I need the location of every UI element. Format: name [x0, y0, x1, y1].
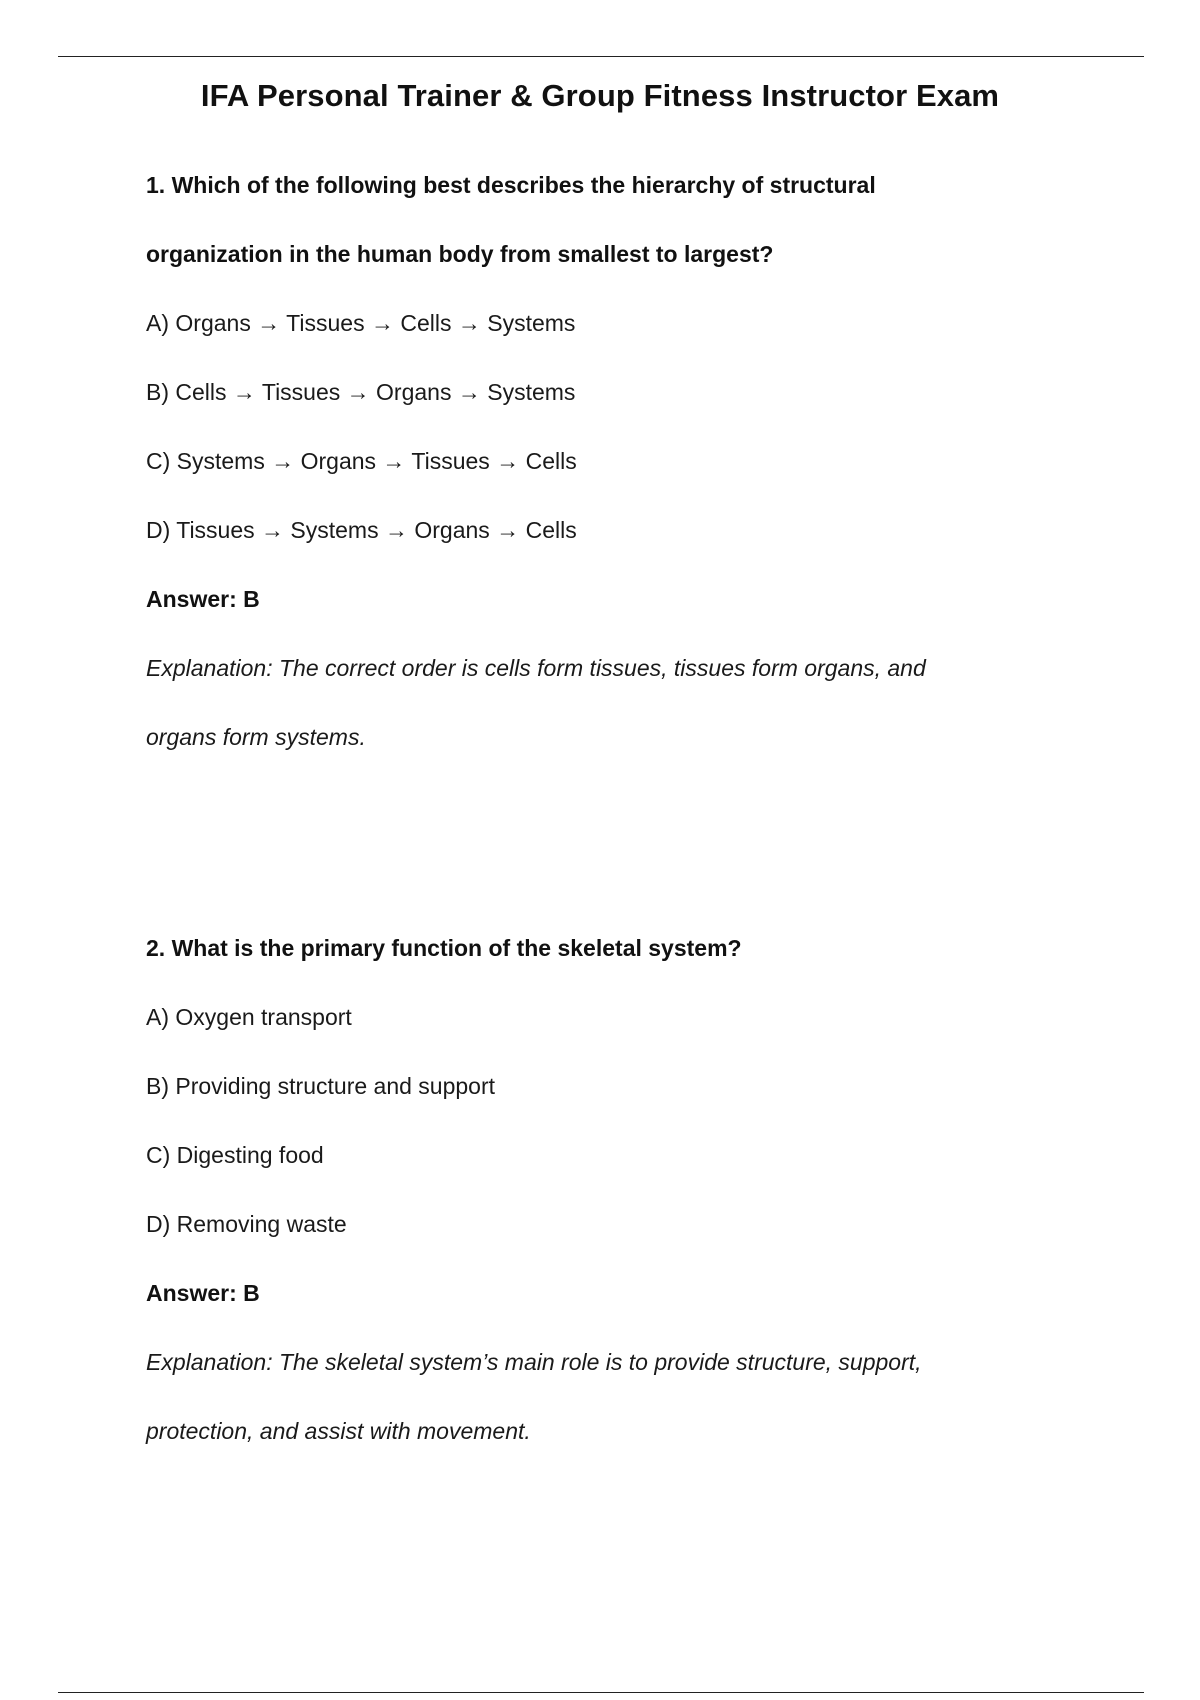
question-2-option-c: C) Digesting food: [146, 1142, 324, 1168]
question-1-option-d: D) Tissues → Systems → Organs → Cells: [146, 517, 577, 543]
question-2-option-a: A) Oxygen transport: [146, 1004, 352, 1030]
question-2-explanation-line-2: protection, and assist with movement.: [146, 1418, 531, 1444]
question-1-explanation-line-2: organs form systems.: [146, 724, 366, 750]
question-1-explanation-line-1: Explanation: The correct order is cells form tissues, tissues form organs, and: [146, 655, 926, 681]
document-title: IFA Personal Trainer & Group Fitness Instructor Exam: [200, 78, 1000, 113]
question-2-option-d: D) Removing waste: [146, 1211, 347, 1237]
question-2-prompt-line-1: 2. What is the primary function of the skeletal system?: [146, 935, 742, 961]
question-1: [146, 170, 1086, 791]
question-2-answer: Answer: B: [146, 1280, 260, 1306]
question-1-option-a: A) Organs → Tissues → Cells → Systems: [146, 310, 576, 336]
question-2: [146, 933, 1086, 1485]
question-1-option-b: B) Cells → Tissues → Organs → Systems: [146, 379, 576, 405]
question-1-prompt-line-1: 1. Which of the following best describes the hierarchy of structural: [146, 172, 876, 198]
question-1-option-c: C) Systems → Organs → Tissues → Cells: [146, 448, 577, 474]
top-divider: [58, 56, 1144, 57]
question-1-answer: Answer: B: [146, 586, 260, 612]
question-2-option-b: B) Providing structure and support: [146, 1073, 496, 1099]
bottom-divider: [58, 1692, 1144, 1693]
question-2-explanation-line-1: Explanation: The skeletal system’s main role is to provide structure, support,: [146, 1349, 922, 1375]
question-1-prompt-line-2: organization in the human body from smallest to largest?: [146, 241, 774, 267]
